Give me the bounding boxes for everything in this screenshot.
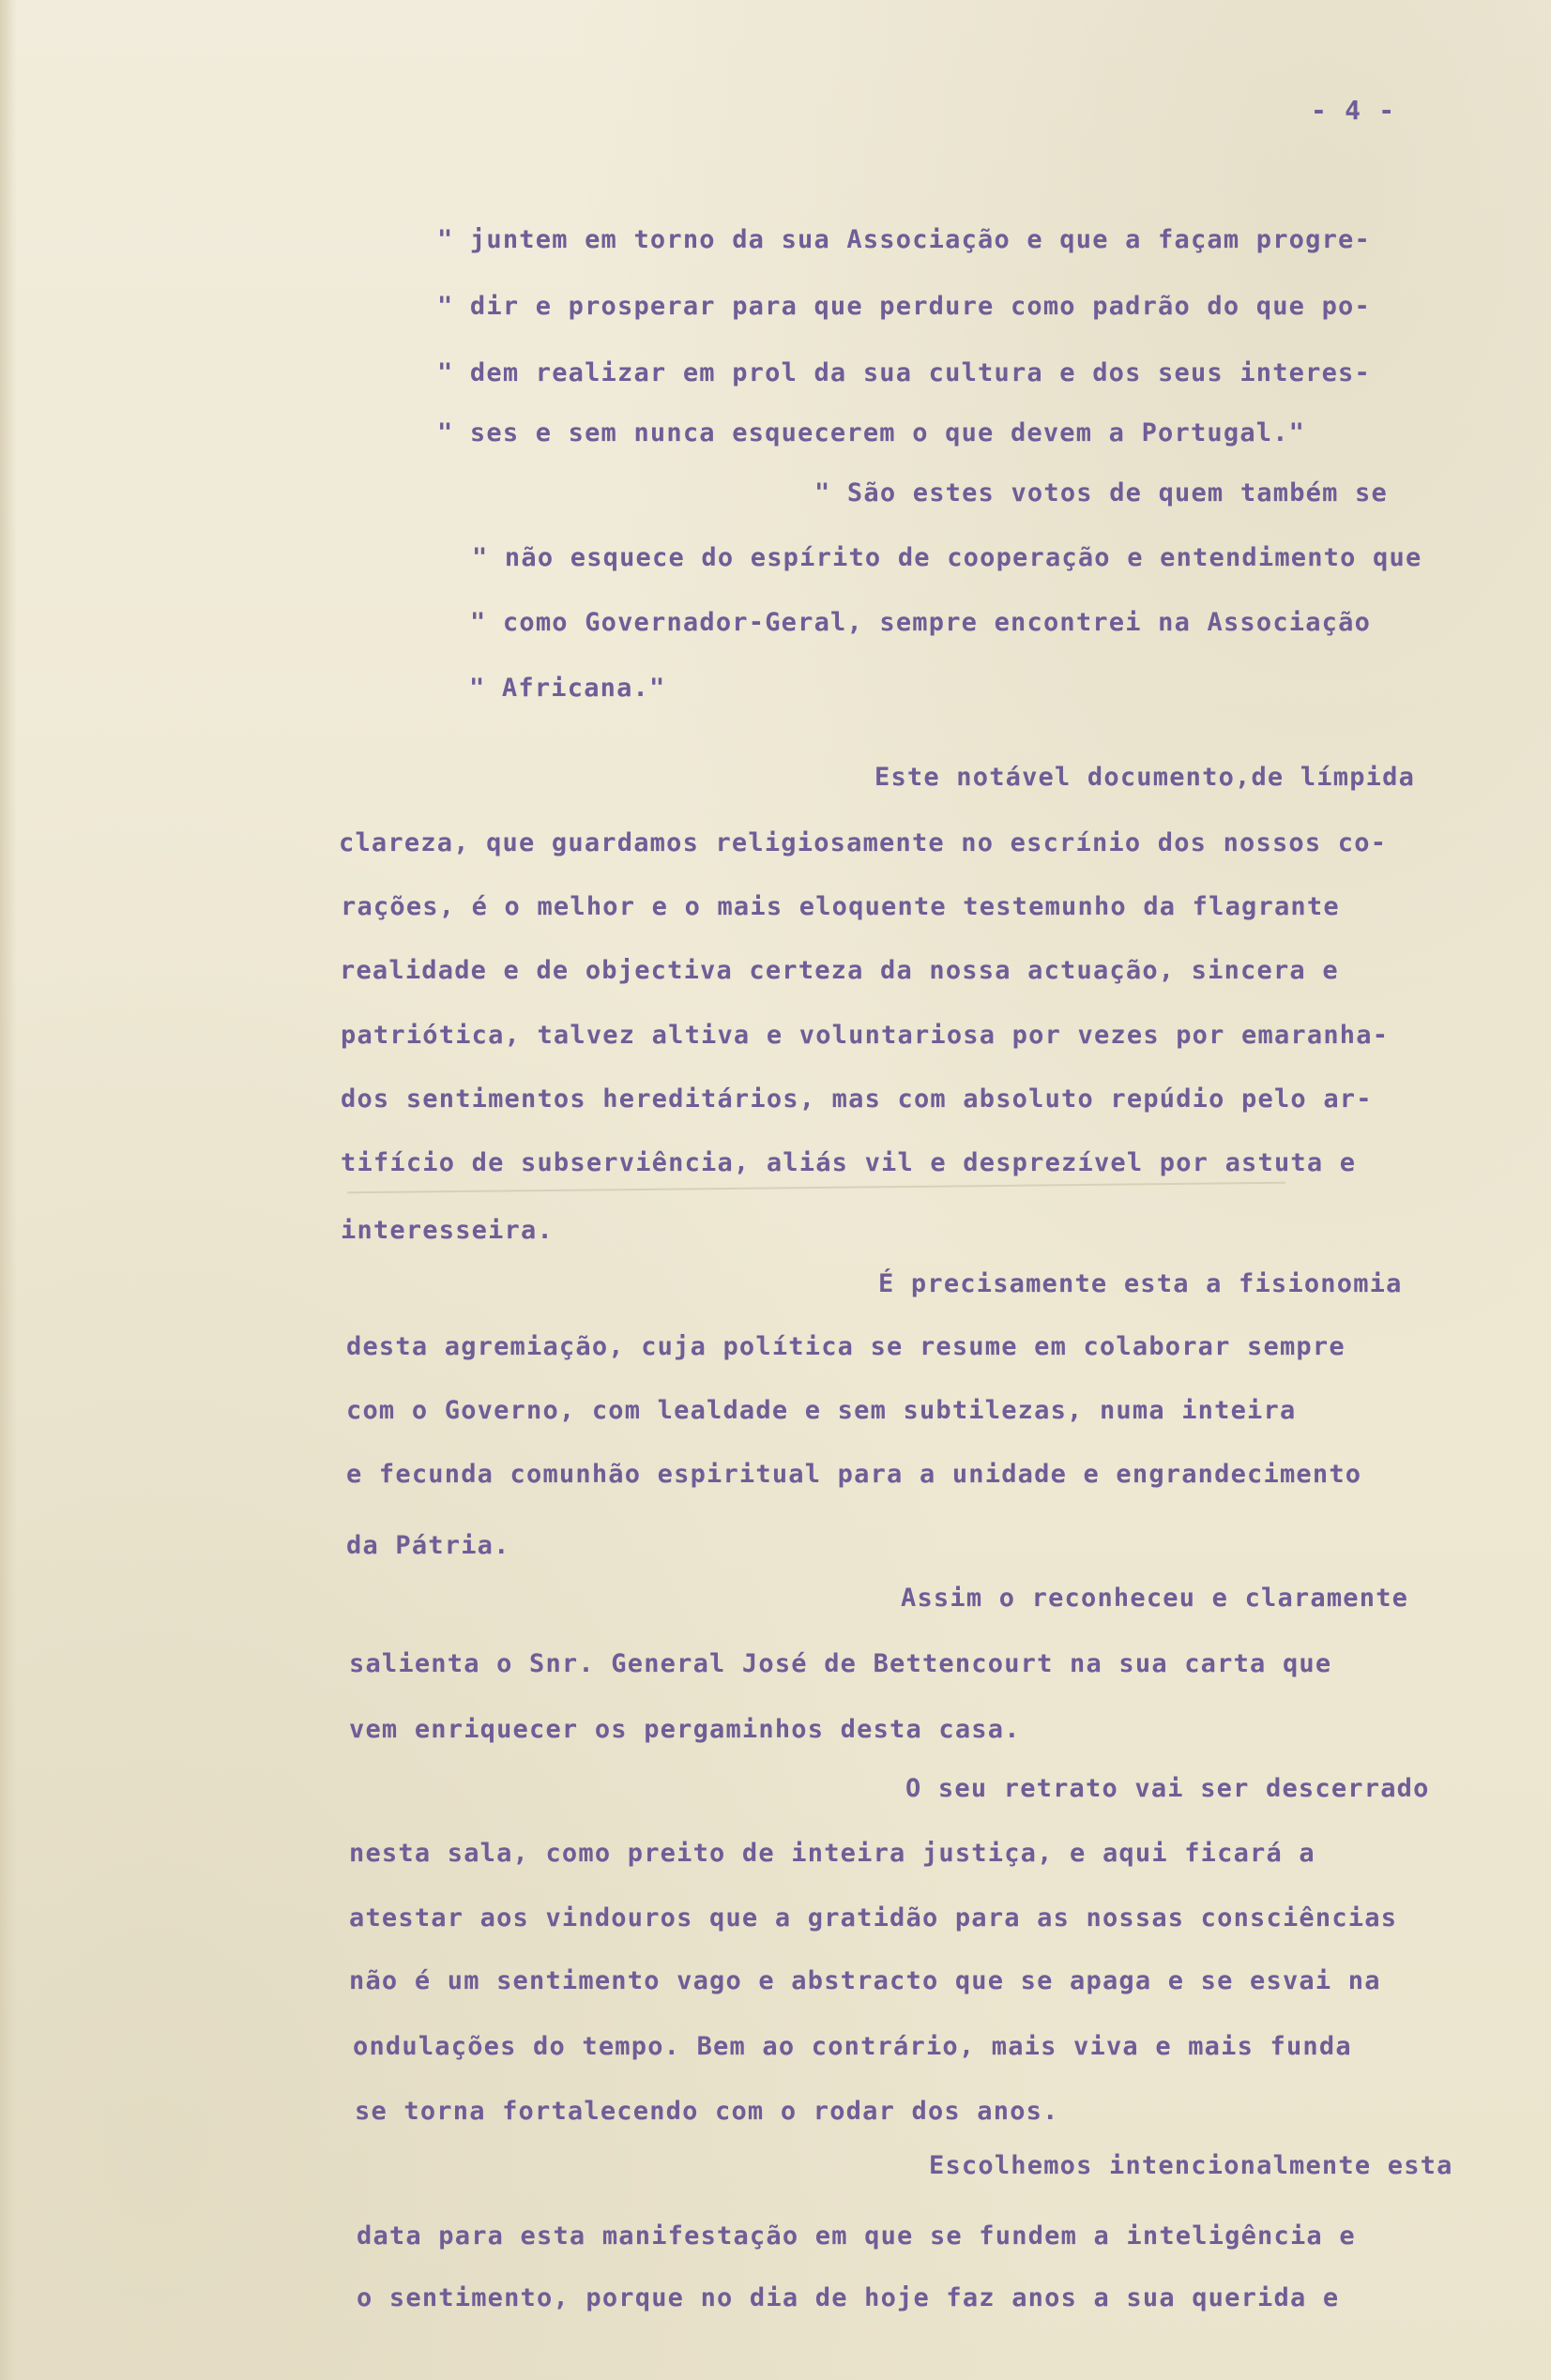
body-line: salienta o Snr. General José de Bettencourt na sua carta que bbox=[349, 1649, 1332, 1678]
body-line: e fecunda comunhão espiritual para a unidade e engrandecimento bbox=[346, 1460, 1362, 1489]
body-line: realidade e de objectiva certeza da nossa actuação, sincera e bbox=[340, 956, 1339, 985]
quote-line: " dem realizar em prol da sua cultura e dos seus interes- bbox=[437, 358, 1371, 387]
body-line: nesta sala, como preito de inteira justiça, e aqui ficará a bbox=[349, 1839, 1315, 1868]
body-line: Este notável documento,de límpida bbox=[874, 763, 1416, 792]
body-line: atestar aos vindouros que a gratidão para as nossas consciências bbox=[349, 1903, 1398, 1933]
body-line: vem enriquecer os pergaminhos desta casa. bbox=[349, 1715, 1021, 1744]
quote-line: " juntem em torno da sua Associação e que a façam progre- bbox=[437, 225, 1371, 254]
body-line: não é um sentimento vago e abstracto que se apaga e se esvai na bbox=[349, 1966, 1381, 1995]
body-line: data para esta manifestação em que se fundem a inteligência e bbox=[357, 2221, 1356, 2251]
body-line: o sentimento, porque no dia de hoje faz anos a sua querida e bbox=[357, 2283, 1340, 2312]
body-line: interesseira. bbox=[341, 1216, 554, 1245]
body-line: clareza, que guardamos religiosamente no escrínio dos nossos co- bbox=[339, 828, 1388, 857]
body-line: com o Governo, com lealdade e sem subtilezas, numa inteira bbox=[346, 1396, 1297, 1425]
body-line: É precisamente esta a fisionomia bbox=[878, 1269, 1403, 1298]
quote-line: " Africana." bbox=[469, 674, 666, 703]
body-line: patriótica, talvez altiva e voluntariosa por vezes por emaranha- bbox=[341, 1021, 1390, 1050]
body-line: tifício de subserviência, aliás vil e desprezível por astuta e bbox=[341, 1148, 1357, 1177]
body-line: rações, é o melhor e o mais eloquente testemunho da flagrante bbox=[341, 892, 1340, 921]
body-line: da Pátria. bbox=[346, 1531, 510, 1560]
body-line: desta agremiação, cuja política se resume em colaborar sempre bbox=[346, 1332, 1346, 1361]
quote-line: " não esquece do espírito de cooperação e entendimento que bbox=[472, 543, 1422, 572]
body-line: ondulações do tempo. Bem ao contrário, mais viva e mais funda bbox=[353, 2032, 1352, 2061]
body-line: se torna fortalecendo com o rodar dos anos. bbox=[355, 2097, 1059, 2126]
body-line: O seu retrato vai ser descerrado bbox=[905, 1774, 1430, 1803]
quote-line: " São estes votos de quem também se bbox=[814, 478, 1388, 508]
quote-line: " ses e sem nunca esquecerem o que devem a Portugal." bbox=[437, 418, 1306, 447]
paper-edge-shadow bbox=[0, 0, 17, 2380]
page-number: - 4 - bbox=[1311, 95, 1396, 126]
quote-line: " como Governador-Geral, sempre encontrei na Associação bbox=[470, 608, 1372, 637]
paper-crease bbox=[347, 1182, 1285, 1193]
body-line: Assim o reconheceu e claramente bbox=[901, 1584, 1409, 1613]
body-line: dos sentimentos hereditários, mas com absoluto repúdio pelo ar- bbox=[341, 1084, 1373, 1114]
body-line: Escolhemos intencionalmente esta bbox=[929, 2151, 1453, 2180]
quote-line: " dir e prosperar para que perdure como padrão do que po- bbox=[437, 292, 1371, 321]
